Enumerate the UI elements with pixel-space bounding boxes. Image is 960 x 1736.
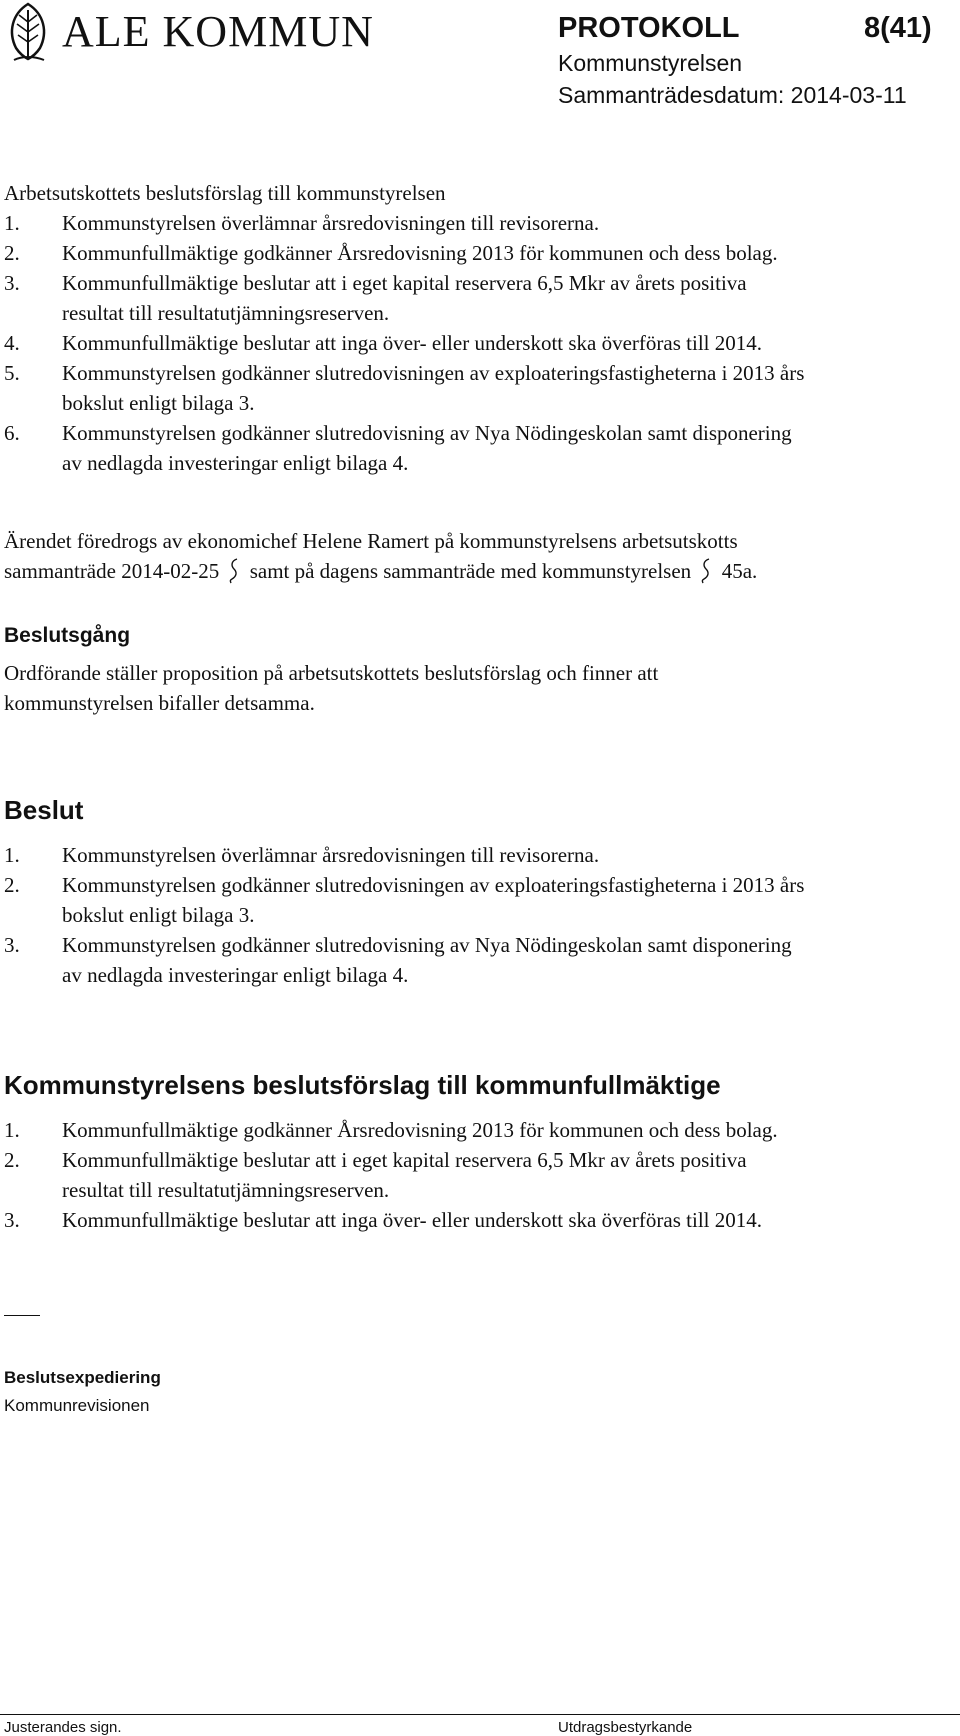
procedure-text: Ordförande ställer proposition på arbetsutskottets beslutsförslag och finner att: [4, 661, 659, 685]
municipality-logo: [4, 2, 404, 62]
item-text: Kommunfullmäktige beslutar att inga över- eller underskott ska överföras till 2014.: [62, 331, 762, 355]
item-number: 1.: [4, 1118, 20, 1142]
divider: [4, 1315, 40, 1316]
dispatch-recipient: Kommunrevisionen: [4, 1396, 150, 1415]
item-number: 6.: [4, 421, 20, 445]
item-number: 4.: [4, 331, 20, 355]
item-text: Kommunstyrelsen överlämnar årsredovisningen till revisorerna.: [62, 211, 600, 235]
item-text: Kommunstyrelsen godkänner slutredovisning av Nya Nödingeskolan samt disponering: [62, 933, 792, 957]
item-number: 1.: [4, 211, 20, 235]
section-heading: Kommunstyrelsens beslutsförslag till kommunfullmäktige: [4, 1070, 721, 1100]
section-heading: Beslutsgång: [4, 624, 131, 647]
item-text-continued: bokslut enligt bilaga 3.: [62, 391, 255, 415]
item-text: Kommunstyrelsen godkänner slutredovisning av Nya Nödingeskolan samt disponering: [62, 421, 792, 445]
item-text-continued: resultat till resultatutjämningsreserven.: [62, 301, 390, 325]
item-text: Kommunfullmäktige godkänner Årsredovisning 2013 för kommunen och dess bolag.: [62, 241, 778, 265]
item-text: Kommunfullmäktige beslutar att i eget kapital reservera 6,5 Mkr av årets positiva: [62, 1148, 747, 1172]
footer-divider: [0, 1714, 960, 1715]
item-text-continued: av nedlagda investeringar enligt bilaga 4.: [62, 451, 409, 475]
item-number: 3.: [4, 1208, 20, 1232]
presentation-text: sammanträde 2014-02-25: [4, 559, 220, 583]
item-text: Kommunstyrelsen godkänner slutredovisningen av exploateringsfastigheterna i 2013 års: [62, 873, 805, 897]
signature-label: Justerandes sign.: [4, 1719, 122, 1736]
item-text-continued: resultat till resultatutjämningsreserven.: [62, 1178, 390, 1202]
item-text: Kommunfullmäktige godkänner Årsredovisning 2013 för kommunen och dess bolag.: [62, 1118, 778, 1142]
item-number: 2.: [4, 873, 20, 897]
item-text: Kommunstyrelsen godkänner slutredovisningen av exploateringsfastigheterna i 2013 års: [62, 361, 805, 385]
item-number: 3.: [4, 933, 20, 957]
section-sign-icon: [700, 557, 712, 585]
item-text: Kommunfullmäktige beslutar att i eget kapital reservera 6,5 Mkr av årets positiva: [62, 271, 747, 295]
item-text-continued: bokslut enligt bilaga 3.: [62, 903, 255, 927]
item-number: 3.: [4, 271, 20, 295]
page-number: 8(41): [864, 12, 932, 44]
presentation-text: 45a.: [721, 559, 758, 583]
leaf-emblem-icon: [4, 2, 52, 62]
document-type: PROTOKOLL: [558, 12, 740, 44]
item-text-continued: av nedlagda investeringar enligt bilaga 4.: [62, 963, 409, 987]
section-heading: Beslut: [4, 795, 84, 825]
item-number: 2.: [4, 1148, 20, 1172]
presentation-line: [4, 556, 757, 586]
item-number: 2.: [4, 241, 20, 265]
presentation-line: Ärendet föredrogs av ekonomichef Helene Ramert på kommunstyrelsens arbetsutskotts: [4, 529, 738, 553]
item-text: Kommunfullmäktige beslutar att inga över- eller underskott ska överföras till 2014.: [62, 1208, 762, 1232]
proposal-intro: Arbetsutskottets beslutsförslag till kommunstyrelsen: [4, 181, 446, 205]
item-text: Kommunstyrelsen överlämnar årsredovisningen till revisorerna.: [62, 843, 600, 867]
meeting-date: Sammanträdesdatum: 2014-03-11: [558, 82, 907, 108]
dispatch-heading: Beslutsexpediering: [4, 1368, 161, 1387]
page-header: [0, 0, 960, 120]
item-number: 1.: [4, 843, 20, 867]
extract-certification-label: Utdragsbestyrkande: [558, 1719, 693, 1736]
logo-wordmark: ALE KOMMUN: [62, 7, 374, 56]
presentation-text: samt på dagens sammanträde med kommunstyrelsen: [249, 559, 692, 583]
procedure-text: kommunstyrelsen bifaller detsamma.: [4, 691, 315, 715]
section-sign-icon: [228, 557, 240, 585]
item-number: 5.: [4, 361, 20, 385]
meeting-body: Kommunstyrelsen: [558, 50, 743, 76]
